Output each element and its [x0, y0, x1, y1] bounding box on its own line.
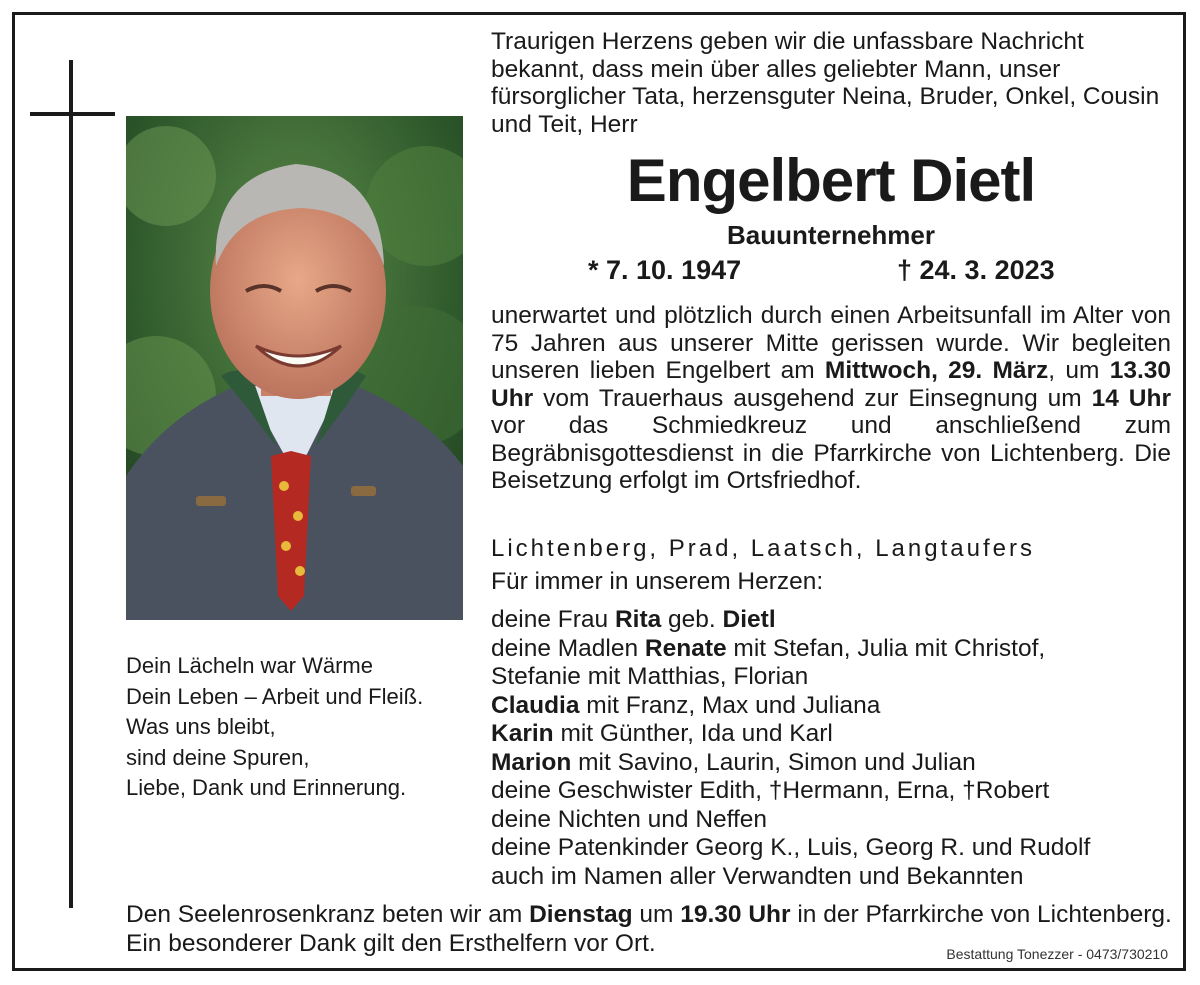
family-line: Claudia mit Franz, Max und Juliana [491, 691, 881, 719]
family-line: deine Frau Rita geb. Dietl [491, 606, 776, 633]
body-bold-time-2: 14 Uhr [1091, 384, 1171, 412]
death-date: † 24. 3. 2023 [897, 255, 1055, 285]
family-line: Marion mit Savino, Laurin, Simon und Julian [491, 748, 976, 776]
poem-line: Liebe, Dank und Erinnerung. [126, 775, 407, 800]
profession: Bauunternehmer [726, 220, 936, 250]
forever-line: Für immer in unserem Herzen: [491, 568, 824, 595]
cross-icon-bar [30, 112, 115, 116]
family-line: deine Nichten und Neffen [491, 805, 768, 833]
undertaker-contact: Bestattung Tonezzer - 0473/730210 [946, 946, 1168, 962]
birth-date: * 7. 10. 1947 [588, 255, 742, 285]
family-line: deine Geschwister Edith, †Hermann, Erna, †Robert [491, 777, 1050, 804]
body-text-1: unerwartet und plötzlich durch einen Arbeitsunfall im Alter von 75 Jahren aus unserer Mitte gerissen wurde. Wir begleiten unseren lieben Engelbert am [491, 302, 1171, 384]
body-text-3: vom Trauerhaus ausgehend zur Einsegnung um [533, 384, 1092, 412]
body-bold-day: Mittwoch, 29. März [824, 357, 1049, 384]
family-line: deine Madlen Renate mit Stefan, Julia mit Christof, [491, 634, 1046, 662]
family-line: auch im Namen aller Verwandten und Bekannten [491, 862, 1024, 890]
family-line: Karin mit Günther, Ida und Karl [491, 720, 833, 747]
poem-line: sind deine Spuren, [126, 744, 310, 770]
deceased-name: Engelbert Dietl [626, 147, 1036, 214]
body-text-4: vor das Schmiedkreuz und anschließend zum Begräbnisgottesdienst in die Pfarrkirche von Lichtenberg. Die Beisetzung erfolgt im Ortsfriedhof. [491, 412, 1171, 494]
poem-line: Was uns bleibt, [126, 714, 276, 739]
family-line: Stefanie mit Matthias, Florian [491, 663, 809, 690]
poem-line: Dein Lächeln war Wärme [126, 653, 373, 678]
rosary-notice: Den Seelenrosenkranz beten wir am Dienstag um 19.30 Uhr in der Pfarrkirche von Lichtenberg. Ein besonderer Dank gilt den Ersthelfern vor Ort. [126, 901, 1172, 957]
body-bold-time: 13.30 Uhr [491, 357, 1171, 412]
funeral-details [491, 302, 1171, 495]
family-list [491, 606, 1171, 891]
poem-line: Dein Leben – Arbeit und Fleiß. [126, 683, 424, 709]
portrait-photo [126, 116, 463, 620]
body-text-2: , um [1048, 357, 1110, 384]
family-line: deine Patenkinder Georg K., Luis, Georg R. und Rudolf [491, 834, 1091, 861]
poem [126, 651, 423, 804]
places: Lichtenberg, Prad, Laatsch, Langtaufers [491, 535, 1035, 562]
cross-icon [69, 60, 73, 908]
intro-text: Traurigen Herzens geben wir die unfassbare Nachricht bekannt, dass mein über alles geliebter Mann, unser fürsorglicher Tata, herzensguter Neina, Bruder, Onkel, Cousin und Teit, Herr [491, 28, 1160, 138]
